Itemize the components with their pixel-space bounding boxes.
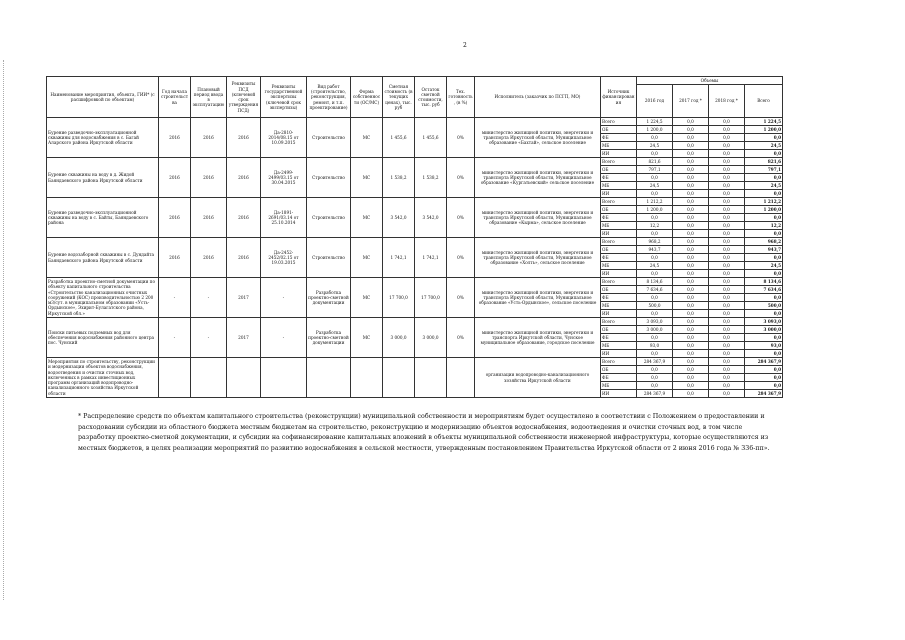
value-2018: 0,0	[709, 126, 745, 134]
row-ownership: МС	[351, 278, 383, 318]
row-executor: министерство жилищной политики, энергетики и транспорта Иркутской области, Муниципальное образование «Холть», сельское поселение	[475, 238, 601, 278]
value-total: 0,0	[745, 310, 783, 318]
source-cell: ФБ	[601, 214, 637, 222]
row-plan-period: 2016	[191, 118, 227, 158]
row-cost: 3 542,0	[383, 198, 415, 238]
value-2017: 0,0	[673, 278, 709, 286]
value-2018: 0,0	[709, 342, 745, 350]
row-cost: 3 000,0	[383, 318, 415, 358]
header-readiness: Тех. готовность, (в %)	[447, 77, 475, 118]
source-cell: МБ	[601, 222, 637, 230]
row-psd: 2016	[227, 158, 261, 198]
value-2016: 7 634,6	[637, 286, 673, 294]
value-2018: 0,0	[709, 310, 745, 318]
value-2016: 821,6	[637, 158, 673, 166]
footnote: * Распределение средств по объектам капитального строительства (реконструкции) муниципальной собственности и мероприятиям будет осуществлено в соответствии с Положением о предоставлении и расходовании субсидии из областного бюджета местным бюджетам на строительство, реконструкцию и модернизацию объектов водоснабжения, водоотведения и очистки сточных вод, в том числе разработку проектно-сметной документации, и субсидии на софинансирование капитальных вложений в объекты муниципальной собственности инженерной инфраструктуры, которые осуществляются из местных бюджетов, в целях реализации мероприятий по развитию водоснабжения в сельской местности, утвержденным постановлением Правительства Иркутской области от 2 июня 2016 года № 336-пп».	[78, 413, 770, 452]
table-row	[47, 118, 783, 126]
value-2017: 0,0	[673, 174, 709, 182]
value-2018: 0,0	[709, 326, 745, 334]
value-2016: 24,5	[637, 142, 673, 150]
header-psd: Реквизиты ПСД (ключевой срок утверждения ПСД)	[227, 77, 261, 118]
row-psd	[227, 358, 261, 398]
value-2017: 0,0	[673, 342, 709, 350]
value-2018: 0,0	[709, 374, 745, 382]
row-work-type: Строительство	[307, 238, 351, 278]
value-2017: 0,0	[673, 262, 709, 270]
header-expertise: Реквизиты государственной экспертизы (ключевой срок экспертизы)	[261, 77, 307, 118]
value-2018: 0,0	[709, 286, 745, 294]
value-2017: 0,0	[673, 230, 709, 238]
value-2016: 1 212,2	[637, 198, 673, 206]
value-2018: 0,0	[709, 118, 745, 126]
source-cell: ФБ	[601, 334, 637, 342]
row-plan-period: -	[191, 278, 227, 318]
value-total: 3 000,0	[745, 326, 783, 334]
row-ownership: МС	[351, 318, 383, 358]
value-total: 0,0	[745, 230, 783, 238]
value-total: 1 200,0	[745, 206, 783, 214]
value-2017: 0,0	[673, 150, 709, 158]
source-cell: Всего	[601, 198, 637, 206]
row-remaining: 3 000,0	[415, 318, 447, 358]
table-body	[47, 118, 783, 398]
row-name: Поиски питьевых подземных вод для обеспечения водоснабжения районного центра пос. Чунский	[47, 318, 159, 358]
value-2017: 0,0	[673, 246, 709, 254]
value-2017: 0,0	[673, 358, 709, 366]
row-name: Разработка проектно-сметной документации по объекту капитального строительства «Строительство канализационных очистных сооружений (КОС) производительностью 2 200 м3/сут. в муниципальном образовании «Усть-Ордынское», Эхирит-Булагатского района, Иркутской обл.»	[47, 278, 159, 318]
table-row	[47, 238, 783, 246]
row-psd: 2017	[227, 318, 261, 358]
value-total: 24,5	[745, 182, 783, 190]
value-2016: 0,0	[637, 230, 673, 238]
row-remaining: 1 455,6	[415, 118, 447, 158]
value-total: 284 367,9	[745, 390, 783, 398]
value-2016: 12,2	[637, 222, 673, 230]
value-2018: 0,0	[709, 270, 745, 278]
source-cell: ФБ	[601, 294, 637, 302]
value-2017: 0,0	[673, 118, 709, 126]
row-psd: 2016	[227, 198, 261, 238]
row-executor: организации водопроводно-канализационного хозяйства Иркутской области	[475, 358, 601, 398]
source-cell: ИИ	[601, 150, 637, 158]
source-cell: ФБ	[601, 174, 637, 182]
row-executor: министерство жилищной политики, энергетики и транспорта Иркутской области, Муниципальное образование «Кырма», сельское поселение	[475, 198, 601, 238]
value-2016: 968,2	[637, 238, 673, 246]
source-cell: ОБ	[601, 126, 637, 134]
value-2017: 0,0	[673, 222, 709, 230]
row-readiness: 0%	[447, 238, 475, 278]
value-2017: 0,0	[673, 390, 709, 398]
value-2018: 0,0	[709, 318, 745, 326]
source-cell: Всего	[601, 158, 637, 166]
header-ownership: Форма собственности (ОС/МС)	[351, 77, 383, 118]
value-2017: 0,0	[673, 302, 709, 310]
row-plan-period	[191, 358, 227, 398]
source-cell: МБ	[601, 342, 637, 350]
value-2018: 0,0	[709, 214, 745, 222]
value-2016: 24,5	[637, 262, 673, 270]
table-row	[47, 198, 783, 206]
value-2018: 0,0	[709, 190, 745, 198]
source-cell: ФБ	[601, 134, 637, 142]
table-row	[47, 278, 783, 286]
header-year-start: Год начала строительства	[159, 77, 191, 118]
value-2016: 284 367,9	[637, 390, 673, 398]
row-name: Мероприятия по строительству, реконструкции и модернизации объектов водоснабжения, водоотведения и очистки сточных вод, включенных в рамках инвестиционных программ организаций водопроводно-канализационного хозяйства Иркутской области	[47, 358, 159, 398]
value-2016: 0,0	[637, 150, 673, 158]
value-2018: 0,0	[709, 142, 745, 150]
value-total: 0,0	[745, 366, 783, 374]
value-2017: 0,0	[673, 294, 709, 302]
value-total: 284 367,9	[745, 358, 783, 366]
row-plan-period: 2016	[191, 238, 227, 278]
row-executor: министерство жилищной политики, энергетики и транспорта Иркутской области, Муниципальное образование «Усть-Ордынское», сельское поселение	[475, 278, 601, 318]
value-2017: 0,0	[673, 198, 709, 206]
value-2018: 0,0	[709, 382, 745, 390]
value-2016: 943,7	[637, 246, 673, 254]
value-total: 24,5	[745, 262, 783, 270]
row-remaining: 3 542,0	[415, 198, 447, 238]
source-cell: МБ	[601, 262, 637, 270]
source-cell: ОБ	[601, 326, 637, 334]
value-2018: 0,0	[709, 390, 745, 398]
header-2016: 2016 год	[637, 85, 673, 118]
row-remaining: 1 538,2	[415, 158, 447, 198]
value-2017: 0,0	[673, 182, 709, 190]
value-total: 0,0	[745, 294, 783, 302]
row-year-start: 2016	[159, 198, 191, 238]
value-2017: 0,0	[673, 126, 709, 134]
header-cost: Сметная стоимость (в текущих ценах), тыс. руб	[383, 77, 415, 118]
value-2018: 0,0	[709, 246, 745, 254]
value-2018: 0,0	[709, 222, 745, 230]
row-cost	[383, 358, 415, 398]
value-2017: 0,0	[673, 366, 709, 374]
value-total: 500,0	[745, 302, 783, 310]
row-readiness: 0%	[447, 158, 475, 198]
header-name: Наименование мероприятия, объекта, ГИИ* (с расшифровкой по объектам)	[47, 77, 159, 118]
source-cell: ФБ	[601, 254, 637, 262]
row-work-type: Разработка проектно-сметной документации	[307, 278, 351, 318]
row-ownership: МС	[351, 198, 383, 238]
value-total: 0,0	[745, 350, 783, 358]
value-2018: 0,0	[709, 262, 745, 270]
source-cell: Всего	[601, 358, 637, 366]
source-cell: МБ	[601, 302, 637, 310]
value-2018: 0,0	[709, 182, 745, 190]
value-2017: 0,0	[673, 270, 709, 278]
row-year-start: -	[159, 318, 191, 358]
row-readiness: 0%	[447, 278, 475, 318]
source-cell: ОБ	[601, 166, 637, 174]
row-name: Бурение водозаборной скважины в с. Дундайта Баяндаевского района Иркутской области	[47, 238, 159, 278]
value-2018: 0,0	[709, 334, 745, 342]
source-cell: ИИ	[601, 350, 637, 358]
value-total: 0,0	[745, 174, 783, 182]
value-total: 12,2	[745, 222, 783, 230]
source-cell: МБ	[601, 382, 637, 390]
value-2017: 0,0	[673, 334, 709, 342]
value-2018: 0,0	[709, 166, 745, 174]
value-2018: 0,0	[709, 134, 745, 142]
row-cost: 1 455,6	[383, 118, 415, 158]
value-total: 1 224,5	[745, 118, 783, 126]
value-total: 1 212,2	[745, 198, 783, 206]
row-psd: 2017	[227, 278, 261, 318]
value-2016: 0,0	[637, 190, 673, 198]
row-executor: министерство жилищной политики, энергетики и транспорта Иркутской области, Муниципальное образование «Кургатьевский» сельское поселение	[475, 158, 601, 198]
value-2016: 1 200,0	[637, 206, 673, 214]
value-2018: 0,0	[709, 350, 745, 358]
row-year-start: 2016	[159, 118, 191, 158]
value-2016: 3 000,0	[637, 326, 673, 334]
value-2018: 0,0	[709, 358, 745, 366]
header-row	[47, 77, 783, 85]
value-2016: 0,0	[637, 374, 673, 382]
row-readiness: 0%	[447, 198, 475, 238]
table-row	[47, 358, 783, 366]
table-row	[47, 318, 783, 326]
source-cell: ОБ	[601, 206, 637, 214]
source-cell: ОБ	[601, 286, 637, 294]
row-readiness	[447, 358, 475, 398]
value-2018: 0,0	[709, 230, 745, 238]
value-2017: 0,0	[673, 254, 709, 262]
value-total: 93,0	[745, 342, 783, 350]
value-2018: 0,0	[709, 150, 745, 158]
header-2018: 2018 год *	[709, 85, 745, 118]
row-name: Бурение разведочно-эксплуатационной скважины на воду в с. Байты, Баяндаевского района	[47, 198, 159, 238]
value-2018: 0,0	[709, 174, 745, 182]
value-2016: 0,0	[637, 174, 673, 182]
value-2017: 0,0	[673, 206, 709, 214]
header-remaining: Остаток сметной стоимости, тыс. руб	[415, 77, 447, 118]
row-remaining: 1 742,1	[415, 238, 447, 278]
row-cost: 1 742,1	[383, 238, 415, 278]
value-2017: 0,0	[673, 214, 709, 222]
value-2017: 0,0	[673, 238, 709, 246]
value-2016: 0,0	[637, 382, 673, 390]
row-ownership: МС	[351, 238, 383, 278]
value-2016: 24,5	[637, 182, 673, 190]
header-plan-period: Плановый период ввода в эксплуатацию	[191, 77, 227, 118]
row-plan-period: 2016	[191, 198, 227, 238]
source-cell: ИИ	[601, 230, 637, 238]
value-total: 8 134,6	[745, 278, 783, 286]
row-ownership: МС	[351, 118, 383, 158]
value-2016: 93,0	[637, 342, 673, 350]
source-cell: ИИ	[601, 190, 637, 198]
value-2018: 0,0	[709, 198, 745, 206]
value-2016: 797,1	[637, 166, 673, 174]
value-2016: 0,0	[637, 350, 673, 358]
value-total: 0,0	[745, 254, 783, 262]
source-cell: ОБ	[601, 246, 637, 254]
value-total: 7 634,6	[745, 286, 783, 294]
source-cell: Всего	[601, 118, 637, 126]
value-total: 0,0	[745, 190, 783, 198]
row-name: Бурение разведочно-эксплуатационной скважины для водоснабжения в с. Багай Аларского района Иркутской области	[47, 118, 159, 158]
row-executor: министерство жилищной политики, энергетики и транспорта Иркутской области, Чунское муниципальное образование, городское поселение	[475, 318, 601, 358]
row-executor: министерство жилищной политики, энергетики и транспорта Иркутской области, Муниципальное образование «Бахтай», сельское поселение	[475, 118, 601, 158]
value-2018: 0,0	[709, 294, 745, 302]
row-cost: 1 538,2	[383, 158, 415, 198]
row-expertise: Да-2452-2452/02.15 от 19.03.2015	[261, 238, 307, 278]
value-2017: 0,0	[673, 326, 709, 334]
value-total: 0,0	[745, 382, 783, 390]
value-2016: 1 200,0	[637, 126, 673, 134]
row-remaining	[415, 358, 447, 398]
row-year-start: -	[159, 278, 191, 318]
row-readiness: 0%	[447, 318, 475, 358]
row-expertise: Да-1891-2691/03.14 от 25.10.2014	[261, 198, 307, 238]
value-total: 0,0	[745, 150, 783, 158]
value-total: 968,2	[745, 238, 783, 246]
header-work-type: Вид работ (строительство, реконструкция, ремонт, и т.п. проектирование)	[307, 77, 351, 118]
value-2018: 0,0	[709, 366, 745, 374]
row-expertise: Да-2810-2014/08.15 от 10.09.2015	[261, 118, 307, 158]
scan-margin-marks	[3, 60, 6, 600]
row-plan-period: 2016	[191, 158, 227, 198]
header-volumes: Объемы	[637, 77, 783, 85]
row-remaining: 17 700,0	[415, 278, 447, 318]
value-2018: 0,0	[709, 206, 745, 214]
value-total: 821,6	[745, 158, 783, 166]
row-psd: 2016	[227, 118, 261, 158]
value-2018: 0,0	[709, 302, 745, 310]
source-cell: МБ	[601, 142, 637, 150]
source-cell: Всего	[601, 318, 637, 326]
value-2017: 0,0	[673, 318, 709, 326]
source-cell: Всего	[601, 238, 637, 246]
value-total: 24,5	[745, 142, 783, 150]
source-cell: ИИ	[601, 310, 637, 318]
row-cost: 17 700,0	[383, 278, 415, 318]
row-psd: 2016	[227, 238, 261, 278]
value-2018: 0,0	[709, 278, 745, 286]
header-2017: 2017 год *	[673, 85, 709, 118]
value-total: 0,0	[745, 134, 783, 142]
value-2017: 0,0	[673, 382, 709, 390]
row-expertise	[261, 358, 307, 398]
source-cell: Всего	[601, 278, 637, 286]
value-2016: 0,0	[637, 214, 673, 222]
header-executor: Исполнитель (заказчик по ПСГП, МО)	[475, 77, 601, 118]
row-expertise: -	[261, 278, 307, 318]
value-2018: 0,0	[709, 158, 745, 166]
row-plan-period: -	[191, 318, 227, 358]
source-cell: МБ	[601, 182, 637, 190]
value-total: 1 200,0	[745, 126, 783, 134]
row-ownership	[351, 358, 383, 398]
value-2017: 0,0	[673, 310, 709, 318]
source-cell: ОБ	[601, 366, 637, 374]
value-2016: 284 367,9	[637, 358, 673, 366]
value-2016: 0,0	[637, 310, 673, 318]
value-2017: 0,0	[673, 286, 709, 294]
row-readiness: 0%	[447, 118, 475, 158]
value-2016: 500,0	[637, 302, 673, 310]
value-2016: 0,0	[637, 334, 673, 342]
row-work-type: Строительство	[307, 158, 351, 198]
row-year-start: 2016	[159, 238, 191, 278]
row-ownership: МС	[351, 158, 383, 198]
value-2017: 0,0	[673, 158, 709, 166]
value-2016: 3 093,0	[637, 318, 673, 326]
value-total: 0,0	[745, 270, 783, 278]
value-2018: 0,0	[709, 254, 745, 262]
table-row	[47, 158, 783, 166]
value-2017: 0,0	[673, 142, 709, 150]
value-2017: 0,0	[673, 190, 709, 198]
row-work-type: Строительство	[307, 118, 351, 158]
value-2016: 0,0	[637, 366, 673, 374]
header-source: Источник финансирования	[601, 77, 637, 118]
value-total: 0,0	[745, 374, 783, 382]
source-cell: ИИ	[601, 390, 637, 398]
page-number: 2	[463, 42, 467, 49]
header-total: Всего	[745, 85, 783, 118]
row-year-start	[159, 358, 191, 398]
value-2016: 0,0	[637, 294, 673, 302]
source-cell: ФБ	[601, 374, 637, 382]
value-total: 3 093,0	[745, 318, 783, 326]
value-2016: 1 224,5	[637, 118, 673, 126]
value-2017: 0,0	[673, 166, 709, 174]
row-year-start: 2016	[159, 158, 191, 198]
value-2017: 0,0	[673, 350, 709, 358]
value-total: 797,1	[745, 166, 783, 174]
source-cell: ИИ	[601, 270, 637, 278]
row-work-type: Строительство	[307, 198, 351, 238]
row-expertise: -	[261, 318, 307, 358]
value-total: 0,0	[745, 334, 783, 342]
row-expertise: Да-2499-2499/03.15 от 30.04.2015	[261, 158, 307, 198]
value-2017: 0,0	[673, 374, 709, 382]
value-total: 943,7	[745, 246, 783, 254]
value-total: 0,0	[745, 214, 783, 222]
row-name: Бурение скважины на воду в д. Жидой Баяндаевского района Иркутской области	[47, 158, 159, 198]
row-work-type	[307, 358, 351, 398]
value-2016: 8 134,6	[637, 278, 673, 286]
value-2016: 0,0	[637, 134, 673, 142]
value-2017: 0,0	[673, 134, 709, 142]
value-2016: 0,0	[637, 254, 673, 262]
row-work-type: Разработка проектно-сметной документации	[307, 318, 351, 358]
investment-table	[46, 76, 783, 398]
value-2016: 0,0	[637, 270, 673, 278]
value-2018: 0,0	[709, 238, 745, 246]
